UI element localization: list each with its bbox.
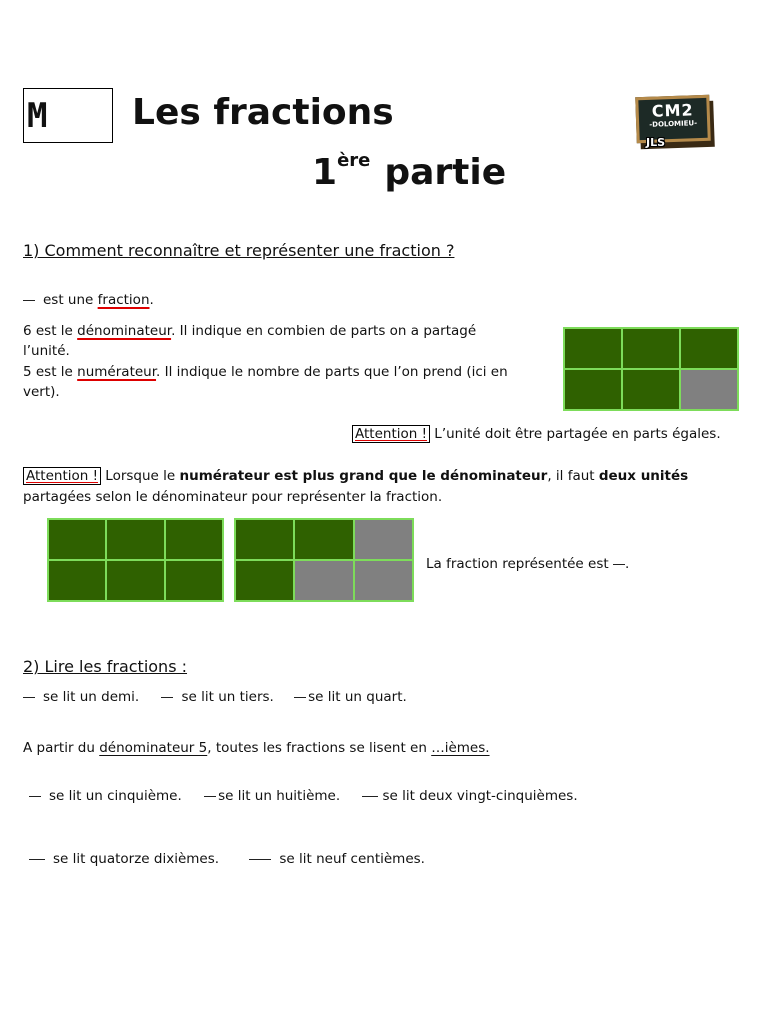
grid-cell-green bbox=[565, 370, 621, 409]
reading-row-3 bbox=[29, 849, 425, 869]
reading-row-1 bbox=[23, 687, 407, 707]
period: . bbox=[624, 556, 630, 572]
grid-cell-grey bbox=[355, 520, 412, 559]
fraction-bar bbox=[362, 796, 378, 797]
text-a-partir-du: A partir du bbox=[23, 740, 95, 756]
fraction-bar bbox=[23, 300, 35, 301]
word-fraction: fraction bbox=[97, 292, 150, 308]
period: . bbox=[149, 292, 154, 308]
page-title: Les fractions bbox=[132, 92, 394, 133]
fraction-grid-unit-2 bbox=[234, 518, 414, 602]
text-numerateur-explain: . Il indique le nombre de parts que l’on prend (ici en bbox=[156, 364, 508, 380]
grid-cell-green bbox=[49, 520, 105, 559]
grid-cell-green bbox=[107, 520, 163, 559]
fraction-bar bbox=[294, 697, 306, 698]
logo-initials: JLS bbox=[646, 136, 666, 149]
unite-line: l’unité. bbox=[23, 343, 70, 359]
grid-cell-green bbox=[681, 329, 737, 368]
text-il-faut: , il faut bbox=[547, 468, 599, 484]
text-cinquieme: se lit un cinquième. bbox=[49, 788, 182, 804]
grid-cell-grey bbox=[355, 561, 412, 600]
grid-cell-green bbox=[565, 329, 621, 368]
grid-cell-green bbox=[623, 370, 679, 409]
text-fraction-representee: La fraction représentée est bbox=[426, 556, 609, 572]
fraction-bar bbox=[29, 859, 45, 860]
section-letter-box bbox=[23, 88, 113, 143]
word-denominateur-5: dénominateur 5 bbox=[99, 740, 208, 756]
fraction-grid-unit-1 bbox=[47, 518, 224, 602]
fraction-grid-5-6 bbox=[563, 327, 739, 411]
denominateur-line bbox=[23, 321, 476, 341]
subtitle-word: partie bbox=[384, 152, 507, 193]
text-est-une: est une bbox=[43, 292, 94, 308]
section2-heading: 2) Lire les fractions : bbox=[23, 657, 188, 676]
word-denominateur: dénominateur bbox=[77, 323, 172, 339]
subtitle-superscript: ère bbox=[337, 150, 371, 171]
grid-cell-green bbox=[49, 561, 105, 600]
grid-cell-grey bbox=[681, 370, 737, 409]
attention-note-2-line2: partagées selon le dénominateur pour représenter la fraction. bbox=[23, 489, 443, 505]
attention-text: L’unité doit être partagée en parts égales. bbox=[430, 426, 721, 442]
text-toutes-les-fractions: , toutes les fractions se lisent en bbox=[207, 740, 427, 756]
grid-cell-green bbox=[236, 520, 293, 559]
section1-heading: 1) Comment reconnaître et représenter une fraction ? bbox=[23, 241, 455, 260]
represented-fraction bbox=[426, 554, 629, 574]
text-denominateur-explain: . Il indique en combien de parts on a partagé bbox=[171, 323, 477, 339]
numerateur-line bbox=[23, 362, 508, 382]
text-numerateur-plus-grand: numérateur est plus grand que le dénominateur bbox=[179, 468, 548, 484]
grid-cell-green bbox=[166, 520, 222, 559]
text-6-est-le: 6 est le bbox=[23, 323, 73, 339]
attention-note-2 bbox=[23, 466, 688, 486]
reading-row-2 bbox=[29, 786, 578, 806]
attention-label: Attention ! bbox=[352, 425, 430, 443]
fraction-bar bbox=[204, 796, 216, 797]
fraction-bar bbox=[29, 796, 41, 797]
grid-cell-green bbox=[107, 561, 163, 600]
grid-cell-green bbox=[166, 561, 222, 600]
text-5-est-le: 5 est le bbox=[23, 364, 73, 380]
rule-line bbox=[23, 738, 490, 758]
attention-note-1 bbox=[352, 424, 721, 444]
text-quatorze-dixiemes: se lit quatorze dixièmes. bbox=[53, 851, 220, 867]
fraction-bar bbox=[23, 697, 35, 698]
text-quart: se lit un quart. bbox=[308, 689, 407, 705]
vert-line: vert). bbox=[23, 384, 60, 400]
text-lorsque: Lorsque le bbox=[101, 468, 180, 484]
page-subtitle bbox=[312, 150, 506, 193]
text-neuf-centiemes: se lit neuf centièmes. bbox=[279, 851, 425, 867]
fraction-bar bbox=[613, 564, 625, 565]
text-huitieme: se lit un huitième. bbox=[218, 788, 341, 804]
grid-cell-grey bbox=[295, 561, 352, 600]
attention-label-2: Attention ! bbox=[23, 467, 101, 485]
logo-subtitle: -DOLOMIEU- bbox=[649, 119, 698, 129]
text-tiers: se lit un tiers. bbox=[181, 689, 274, 705]
grid-cell-green bbox=[623, 329, 679, 368]
logo-title: CM2 bbox=[651, 100, 694, 121]
grid-cell-green bbox=[295, 520, 352, 559]
text-deux-unites: deux unités bbox=[598, 468, 689, 484]
grid-cell-green bbox=[236, 561, 293, 600]
text-vingt-cinquiemes: se lit deux vingt-cinquièmes. bbox=[382, 788, 578, 804]
section-letter: M bbox=[27, 96, 48, 136]
word-numerateur: numérateur bbox=[77, 364, 157, 380]
subtitle-number: 1 bbox=[312, 152, 338, 193]
fraction-definition bbox=[23, 290, 154, 310]
word-iemes: …ièmes. bbox=[431, 740, 490, 756]
fraction-bar bbox=[249, 859, 271, 860]
fraction-bar bbox=[161, 697, 173, 698]
text-demi: se lit un demi. bbox=[43, 689, 140, 705]
